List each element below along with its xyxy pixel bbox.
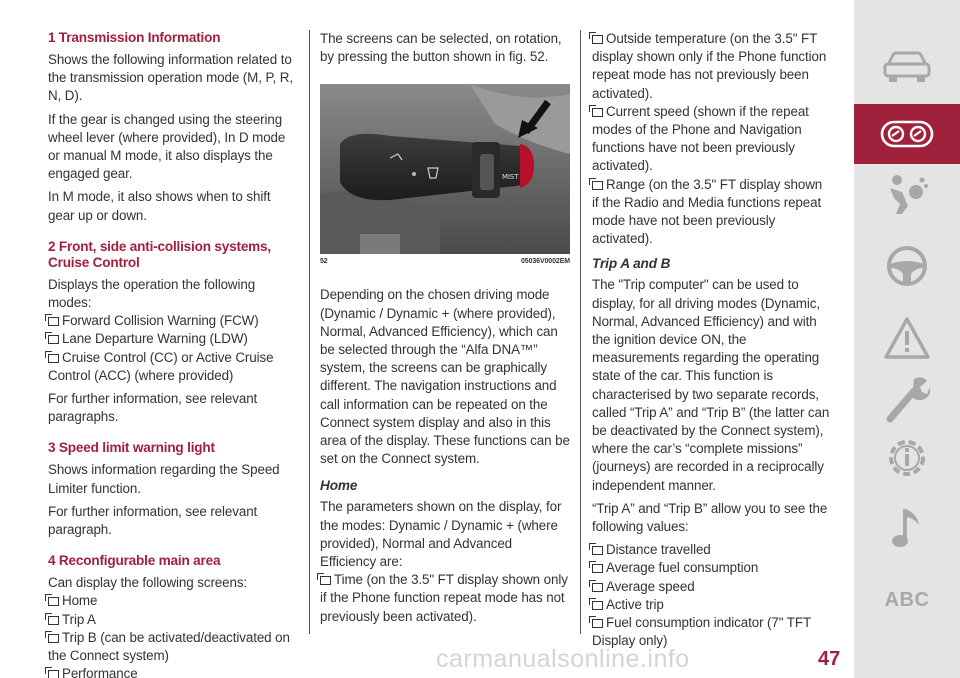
list-item: Time (on the 3.5" FT display shown only if the Phone function repeat mode has not previously been activated).: [320, 572, 568, 624]
warning-triangle-icon: [883, 316, 931, 360]
column-divider: [309, 30, 310, 634]
wrench-icon: [884, 373, 930, 423]
bullet-icon: [48, 616, 59, 625]
section-title-main-area: 4 Reconfigurable main area: [48, 553, 221, 569]
steering-wheel-icon: [885, 244, 929, 288]
section-title-home: Home: [320, 478, 358, 494]
sidebar-item-safety[interactable]: [854, 164, 960, 224]
bullet-icon: [592, 181, 603, 190]
paragraph: Displays the operation the following modes:: [48, 276, 256, 311]
sidebar-item-maintenance[interactable]: [854, 428, 960, 488]
figure-number: 52: [320, 258, 328, 266]
paragraph: The "Trip computer" can be used to display, for all driving modes (Dynamic, Normal, Advanced Efficiency) and with the ignition device ON, the measurements regarding the operating state of the car. This function is characterised by two separate records, called “Trip A” and “Trip B” (the latter can be deactivated by the Connect system), where the car’s “complete missions” (journeys) are recorded in a reciprocally independent manner.: [592, 277, 830, 493]
sidebar-item-dashboard[interactable]: [854, 104, 960, 164]
sidebar-item-warnings[interactable]: [854, 308, 960, 368]
paragraph: Can display the following screens:: [48, 575, 248, 591]
paragraph: “Trip A” and “Trip B” allow you to see the following values:: [592, 500, 828, 535]
bullet-icon: [48, 335, 59, 344]
list-item: Home: [48, 592, 296, 610]
paragraph: The parameters shown on the display, for the modes: Dynamic / Dynamic + (where provided), Normal and Advanced Efficiency are:: [320, 499, 562, 570]
watermark: carmanualsonline.info: [436, 645, 690, 673]
sidebar-item-multimedia[interactable]: [854, 498, 960, 558]
list-item: Fuel consumption indicator (7" TFT Display only): [592, 615, 811, 649]
figure-steering-lever: [320, 84, 570, 254]
section-title-trip: Trip A and B: [592, 256, 671, 272]
bullet-icon: [592, 564, 603, 573]
list-item: Range (on the 3.5" FT display shown if the Radio and Media functions repeat mode have not been previously activated).: [592, 176, 823, 247]
bullet-icon: [48, 317, 59, 326]
list-item: Current speed (shown if the repeat modes of the Phone and Navigation functions have not been previously activated).: [592, 103, 809, 174]
bullet-icon: [592, 601, 603, 610]
music-note-icon: [889, 505, 925, 551]
paragraph: The screens can be selected, on rotation, by pressing the button shown in fig. 52.: [320, 31, 562, 65]
paragraph: Shows the following information related to the transmission operation mode (M, P, R, N, D).: [48, 52, 293, 104]
list-item: Outside temperature (on the 3.5" FT display shown only if the Phone function repeat mode has not previously been activated).: [592, 31, 827, 101]
paragraph: Shows information regarding the Speed Limiter function.: [48, 462, 280, 496]
bullet-list: [320, 571, 570, 626]
section-title-speed-limit: 3 Speed limit warning light: [48, 440, 215, 456]
index-abc-label: ABC: [884, 588, 930, 611]
list-item: Trip A: [48, 611, 296, 629]
list-item: Average speed: [592, 578, 832, 596]
sidebar-item-index[interactable]: [854, 570, 960, 630]
column-3: [592, 30, 832, 651]
steering-lever-illustration: [320, 84, 570, 254]
figure-caption: [320, 256, 570, 268]
bullet-icon: [48, 354, 59, 363]
sidebar-item-driving[interactable]: [854, 236, 960, 296]
bullet-icon: [592, 108, 603, 117]
bullet-icon: [592, 546, 603, 555]
list-item: Distance travelled: [592, 541, 832, 559]
figure-label-mist: MIST: [502, 173, 519, 182]
list-item: Active trip: [592, 596, 832, 614]
column-divider: [580, 30, 581, 634]
list-item: Cruise Control (CC) or Active Cruise Control (ACC) (where provided): [48, 349, 274, 383]
section-anti-collision: [48, 239, 296, 427]
bullet-icon: [320, 576, 331, 585]
paragraph: Depending on the chosen driving mode (Dynamic / Dynamic + (where provided), Normal, Advanced Efficiency), which can be selected through the “Alfa DNA™” system, the screens can be graphically different. The navigation instructions and call information can be repeated on the Connect system display and also in this area of the display. These functions can be set on the Connect system.: [320, 287, 570, 467]
airbag-icon: [884, 172, 930, 216]
section-main-area: [48, 553, 296, 678]
page-number: 47: [818, 648, 841, 670]
car-icon: [882, 51, 932, 85]
paragraph: For further information, see relevant paragraph.: [48, 503, 258, 538]
bullet-icon: [592, 619, 603, 628]
list-item: Lane Departure Warning (LDW): [48, 330, 296, 348]
paragraph: In M mode, it also shows when to shift gear up or down.: [48, 189, 271, 223]
bullet-icon: [48, 670, 59, 678]
column-2: [320, 30, 570, 626]
bullet-list: [592, 541, 832, 650]
section-speed-limit: [48, 440, 296, 539]
list-item: Average fuel consumption: [592, 559, 832, 577]
bullet-list: [48, 312, 296, 385]
paragraph: If the gear is changed using the steering wheel lever (where provided), In D mode or manual M mode, it also displays the engaged gear.: [48, 111, 286, 182]
paragraph: For further information, see relevant paragraphs.: [48, 391, 258, 425]
bullet-icon: [48, 597, 59, 606]
list-item: Trip B (can be activated/deactivated on the Connect system): [48, 629, 290, 664]
list-item: Forward Collision Warning (FCW): [48, 312, 296, 330]
dashboard-icon: [880, 120, 934, 148]
sidebar-item-emergency[interactable]: [854, 368, 960, 428]
sidebar-item-car[interactable]: [854, 38, 960, 98]
bullet-icon: [592, 583, 603, 592]
list-item: Performance: [48, 665, 296, 678]
figure-code: 05036V0002EM: [520, 258, 570, 266]
section-title-anti-collision: 2 Front, side anti-collision systems, Cruise Control: [48, 238, 271, 270]
bullet-icon: [48, 634, 59, 643]
gear-info-icon: [884, 435, 930, 481]
section-title-transmission: 1 Transmission Information: [48, 30, 221, 45]
bullet-list: [592, 30, 832, 248]
bullet-list: [48, 592, 296, 678]
bullet-icon: [592, 35, 603, 44]
chapter-sidebar: [854, 0, 960, 678]
column-1: [48, 30, 296, 678]
